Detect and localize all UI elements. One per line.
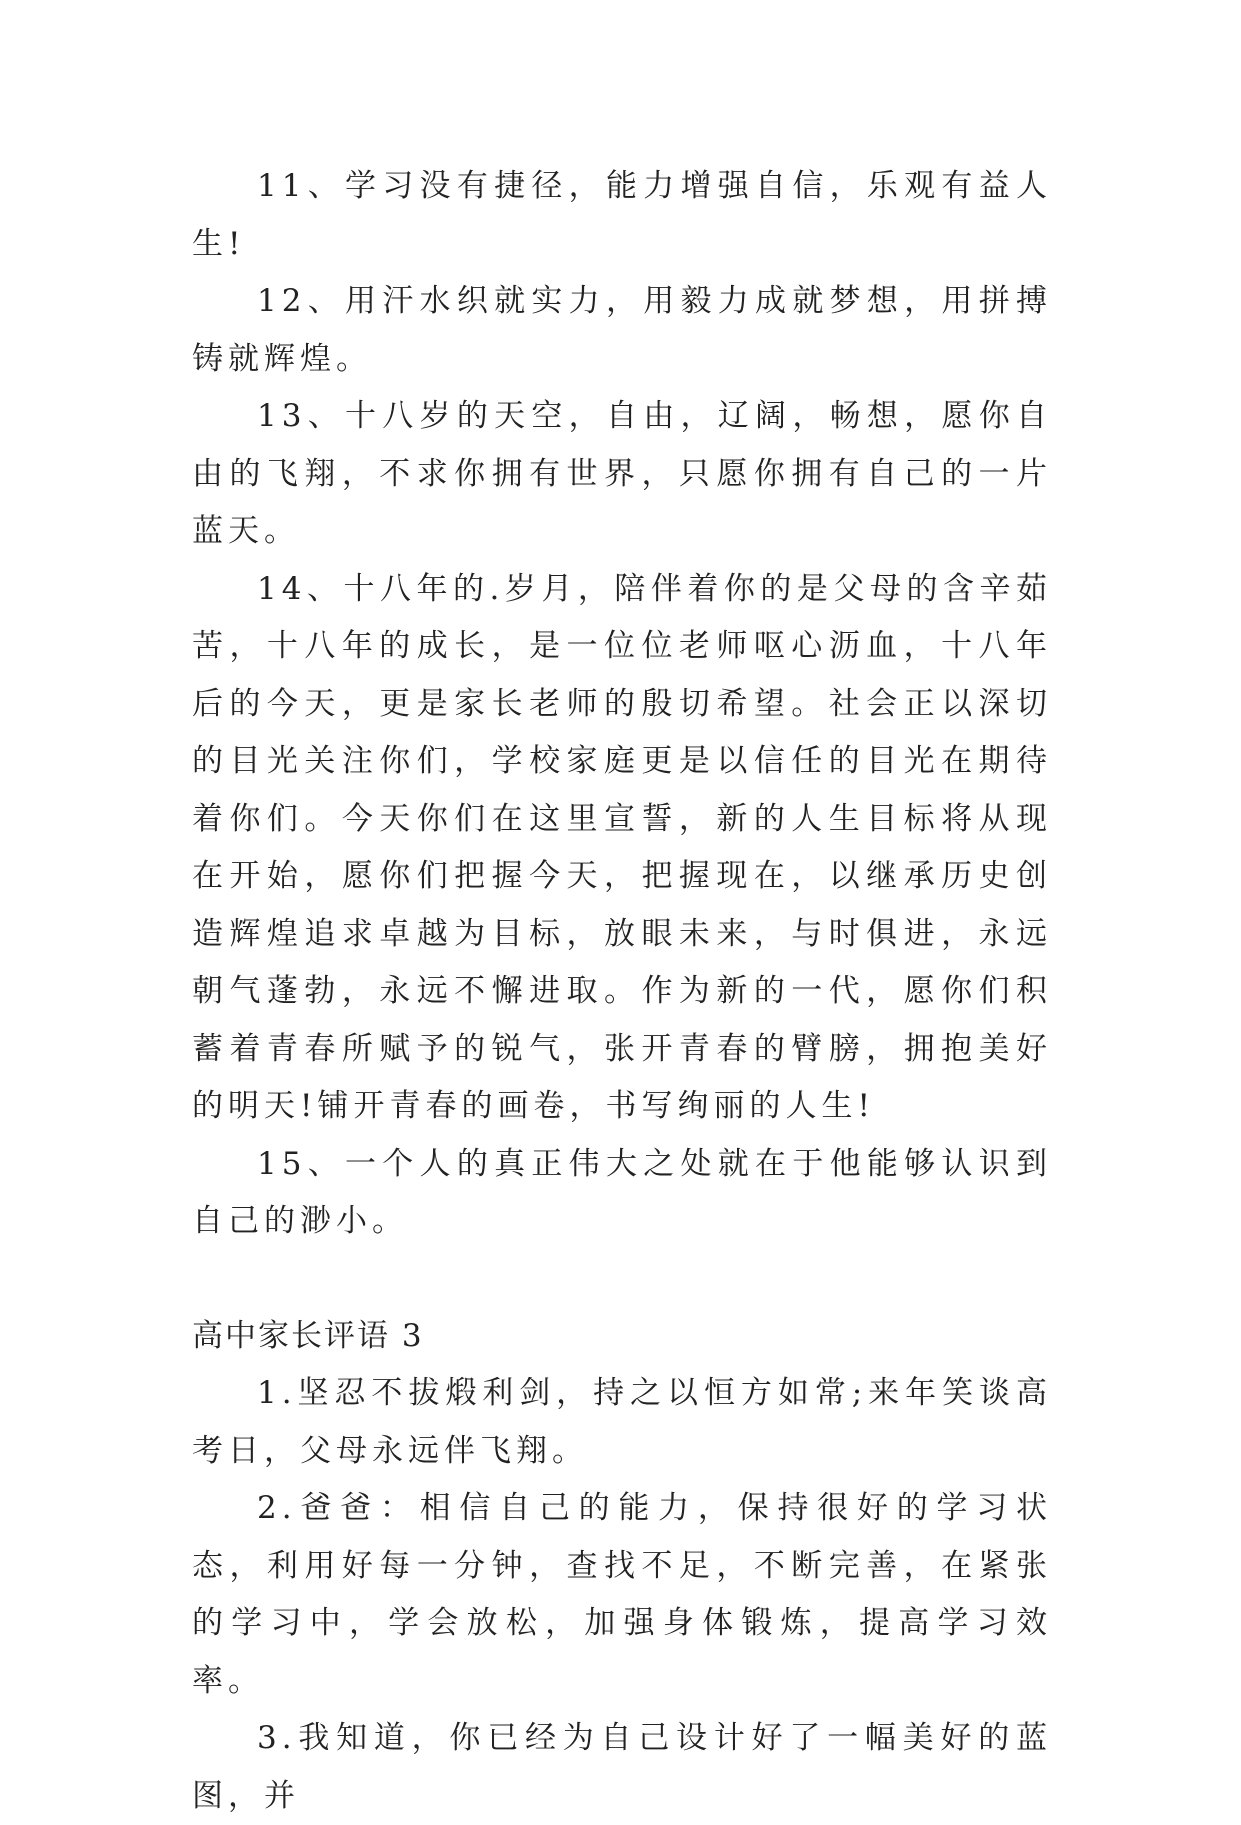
paragraph-1: 1.坚忍不拔煅利剑，持之以恒方如常;来年笑谈高考日，父母永远伴飞翔。: [192, 1375, 1052, 1469]
paragraph-2: 2.爸爸：相信自己的能力，保持很好的学习状态，利用好每一分钟，查找不足，不断完善，在紧张的学习中，学会放松，加强身体锻炼，提高学习效率。: [192, 1490, 1052, 1699]
paragraph-14: 14、十八年的.岁月，陪伴着你的是父母的含辛茹苦，十八年的成长，是一位位老师呕心沥血，十八年后的今天，更是家长老师的殷切希望。社会正以深切的目光关注你们，学校家庭更是以信任的目光在期待着你们。今天你们在这里宣誓，新的人生目标将从现在开始，愿你们把握今天，把握现在，以继承历史创造辉煌追求卓越为目标，放眼未来，与时俱进，永远朝气蓬勃，永远不懈进取。作为新的一代，愿你们积蓄着青春所赋予的锐气，张开青春的臂膀，拥抱美好的明天!铺开青春的画卷，书写绚丽的人生!: [192, 570, 1052, 1124]
paragraph-12: 12、用汗水织就实力，用毅力成就梦想，用拼搏铸就辉煌。: [192, 283, 1052, 377]
document-body: [192, 158, 1052, 1825]
paragraph-13: 13、十八岁的天空，自由，辽阔，畅想，愿你自由的飞翔，不求你拥有世界，只愿你拥有自己的一片蓝天。: [192, 398, 1052, 549]
paragraph-11: 11、学习没有捷径，能力增强自信，乐观有益人生!: [192, 168, 1052, 262]
paragraph-15: 15、一个人的真正伟大之处就在于他能够认识到自己的渺小。: [192, 1145, 1052, 1239]
section-heading: 高中家长评语 3: [192, 1317, 424, 1354]
paragraph-3: 3.我知道，你已经为自己设计好了一幅美好的蓝图，并: [192, 1720, 1052, 1814]
